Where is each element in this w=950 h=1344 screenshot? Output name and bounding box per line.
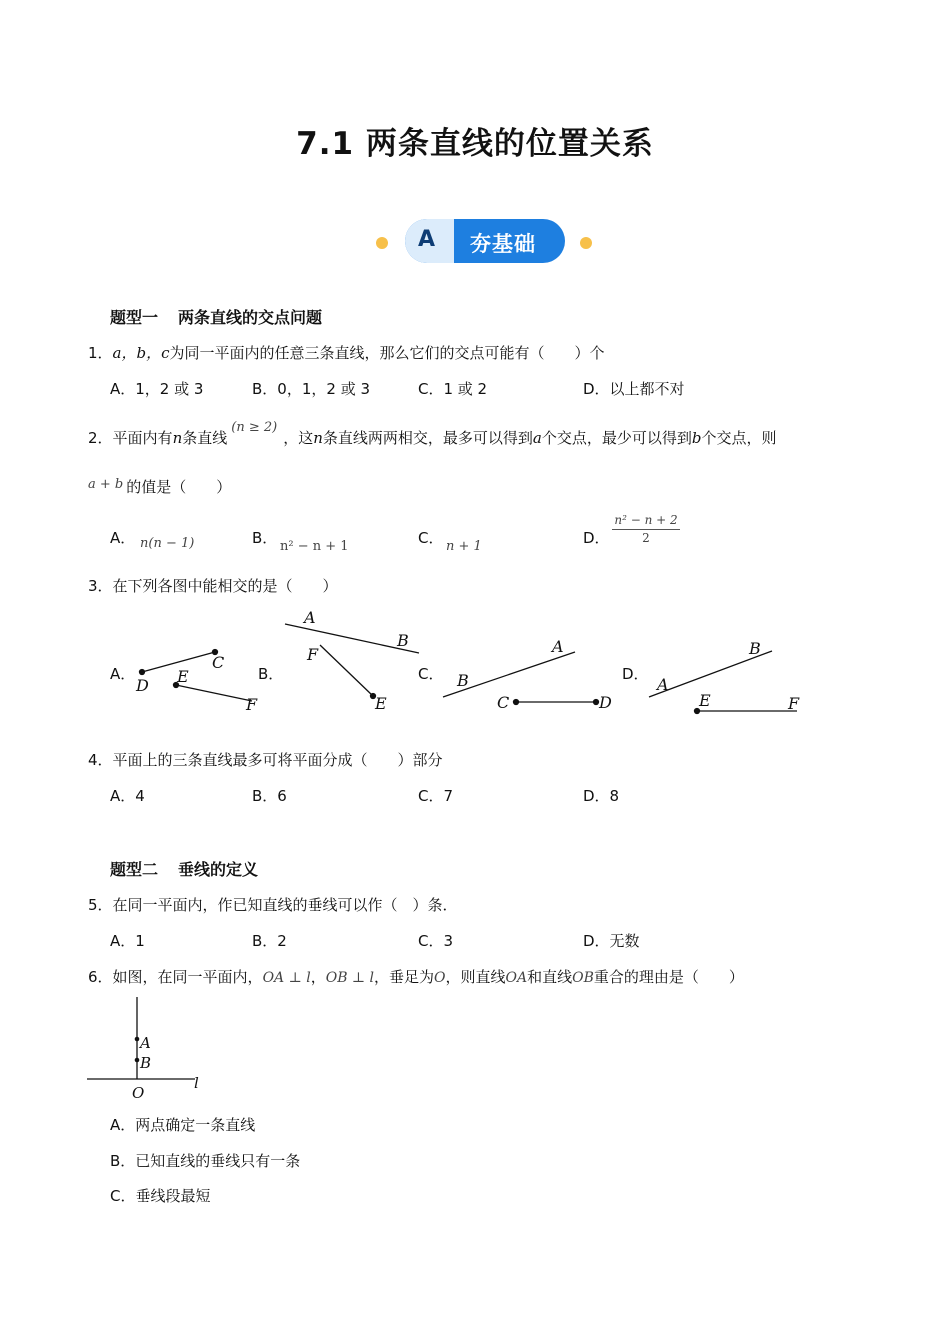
question-text: 重合的理由是（ ） xyxy=(593,968,744,986)
question-6-figure xyxy=(80,992,220,1104)
question-text: 个交点，最少可以得到 xyxy=(541,429,692,447)
question-number: 4． xyxy=(88,751,113,769)
fraction-bar xyxy=(612,529,680,530)
question-4 xyxy=(88,749,443,770)
option-b-label: B． xyxy=(252,529,278,547)
option-c-label: C． xyxy=(418,529,444,547)
option-b: B．已知直线的垂线只有一条 xyxy=(110,1152,301,1170)
fraction-numerator: n² − n + 2 xyxy=(614,513,678,527)
option-d: D．无数 xyxy=(583,932,640,950)
label-d: D xyxy=(599,693,612,712)
option-b: B．2 xyxy=(252,932,287,950)
fraction-denominator: 2 xyxy=(642,531,650,545)
segment-ef xyxy=(176,685,252,701)
point-c xyxy=(514,700,519,705)
math-o: O xyxy=(434,970,446,986)
question-text: 如图，在同一平面内， xyxy=(112,968,263,986)
question-1 xyxy=(88,342,605,363)
label-f: F xyxy=(307,645,319,664)
banner-label: 夯基础 xyxy=(470,232,536,256)
separator: ， xyxy=(310,968,326,986)
var-n: n xyxy=(172,429,183,447)
option-c: C．3 xyxy=(418,932,454,950)
label-b: B xyxy=(457,671,469,690)
option-a-label: A． xyxy=(110,665,136,683)
var-n: n xyxy=(313,429,323,447)
label-a: A xyxy=(304,608,316,627)
question-text: 在下列各图中能相交的是（ ） xyxy=(112,577,338,595)
section-title-2 xyxy=(110,857,258,880)
option-b: B．6 xyxy=(252,787,287,805)
section-text: 垂线的定义 xyxy=(178,860,259,879)
question-number: 2． xyxy=(88,429,113,447)
question-3-figures xyxy=(0,600,950,725)
option-a: A．1 xyxy=(110,932,145,950)
banner-left-dot xyxy=(376,237,388,249)
question-text: 条直线两两相交，最多可以得到 xyxy=(322,429,533,447)
option-b-math: n² − n + 1 xyxy=(280,539,349,554)
section-number: 题型一 xyxy=(110,308,159,327)
option-c: C．1 或 2 xyxy=(418,380,488,398)
label-f: F xyxy=(788,694,800,713)
question-number: 6． xyxy=(88,968,113,986)
label-c: C xyxy=(212,653,225,672)
math-ob-perp: OB ⊥ l xyxy=(325,970,375,986)
question-text: 为同一平面内的任意三条直线，那么它们的交点可能有（ ）个 xyxy=(169,344,605,362)
question-number: 3． xyxy=(88,577,113,595)
question-2 xyxy=(88,420,777,448)
label-a: A xyxy=(552,637,564,656)
var-b: b xyxy=(691,429,702,447)
section-number: 题型二 xyxy=(110,860,159,879)
question-text: 的值是（ ） xyxy=(126,478,232,496)
math-oa: OA xyxy=(505,970,528,986)
option-d: D．8 xyxy=(583,787,620,805)
question-text: 平面上的三条直线最多可将平面分成（ ）部分 xyxy=(112,751,443,769)
math-oa-perp: OA ⊥ l xyxy=(262,970,311,986)
banner-letter: A xyxy=(418,227,436,252)
question-6 xyxy=(88,966,744,987)
option-d: D．以上都不对 xyxy=(583,380,685,398)
question-3 xyxy=(88,575,338,596)
label-a: A xyxy=(140,1034,151,1052)
option-a: A．两点确定一条直线 xyxy=(110,1116,256,1134)
option-c: C．垂线段最短 xyxy=(110,1187,211,1205)
label-o: O xyxy=(132,1084,145,1102)
option-d-label: D． xyxy=(622,665,649,683)
point-a xyxy=(135,1037,140,1042)
math-ob: OB xyxy=(572,970,594,986)
option-b: B．0，1，2 或 3 xyxy=(252,380,371,398)
option-a-math: n(n − 1) xyxy=(140,536,195,551)
var-a: a xyxy=(532,429,542,447)
option-c-math: n + 1 xyxy=(446,539,482,554)
question-text: 在同一平面内，作已知直线的垂线可以作（ ）条． xyxy=(112,896,458,914)
label-l: l xyxy=(194,1074,199,1092)
question-text: ，垂足为 xyxy=(374,968,435,986)
question-number: 1． xyxy=(88,344,113,362)
question-text: 平面内有 xyxy=(112,429,173,447)
question-5 xyxy=(88,894,458,915)
question-text: ，这 xyxy=(283,429,314,447)
option-c: C．7 xyxy=(418,787,454,805)
math-expr: a + b xyxy=(88,477,124,492)
question-text: 个交点，则 xyxy=(701,429,777,447)
section-text: 两条直线的交点问题 xyxy=(178,308,323,327)
option-a-label: A． xyxy=(110,529,136,547)
question-2-cont xyxy=(88,476,231,497)
label-e: E xyxy=(177,667,189,686)
question-text: 条直线 xyxy=(182,429,228,447)
segment-fe xyxy=(320,645,373,696)
label-c: C xyxy=(497,693,510,712)
figure-a xyxy=(140,650,253,702)
option-c-label: C． xyxy=(418,665,444,683)
label-a: A xyxy=(657,675,669,694)
question-number: 5． xyxy=(88,896,113,914)
math-condition: (n ≥ 2) xyxy=(231,420,278,435)
page-title: 7.1 两条直线的位置关系 xyxy=(296,126,654,162)
question-text: ，则直线 xyxy=(445,968,506,986)
section-title-1 xyxy=(110,305,322,328)
label-b: B xyxy=(397,631,409,650)
figure-d xyxy=(649,651,797,714)
question-text: 和直线 xyxy=(527,968,573,986)
option-d-fraction xyxy=(612,513,680,545)
point-d xyxy=(140,670,145,675)
question-vars: a，b，c xyxy=(112,344,170,362)
label-f: F xyxy=(246,695,258,714)
option-a: A．1，2 或 3 xyxy=(110,380,204,398)
option-a: A．4 xyxy=(110,787,145,805)
label-d: D xyxy=(136,676,149,695)
point-d xyxy=(594,700,599,705)
label-e: E xyxy=(375,694,387,713)
option-d-label: D． xyxy=(583,529,610,547)
label-b: B xyxy=(749,639,761,658)
label-b: B xyxy=(140,1054,152,1072)
option-b-label: B． xyxy=(258,665,284,683)
point-b xyxy=(135,1058,140,1063)
label-e: E xyxy=(699,691,711,710)
